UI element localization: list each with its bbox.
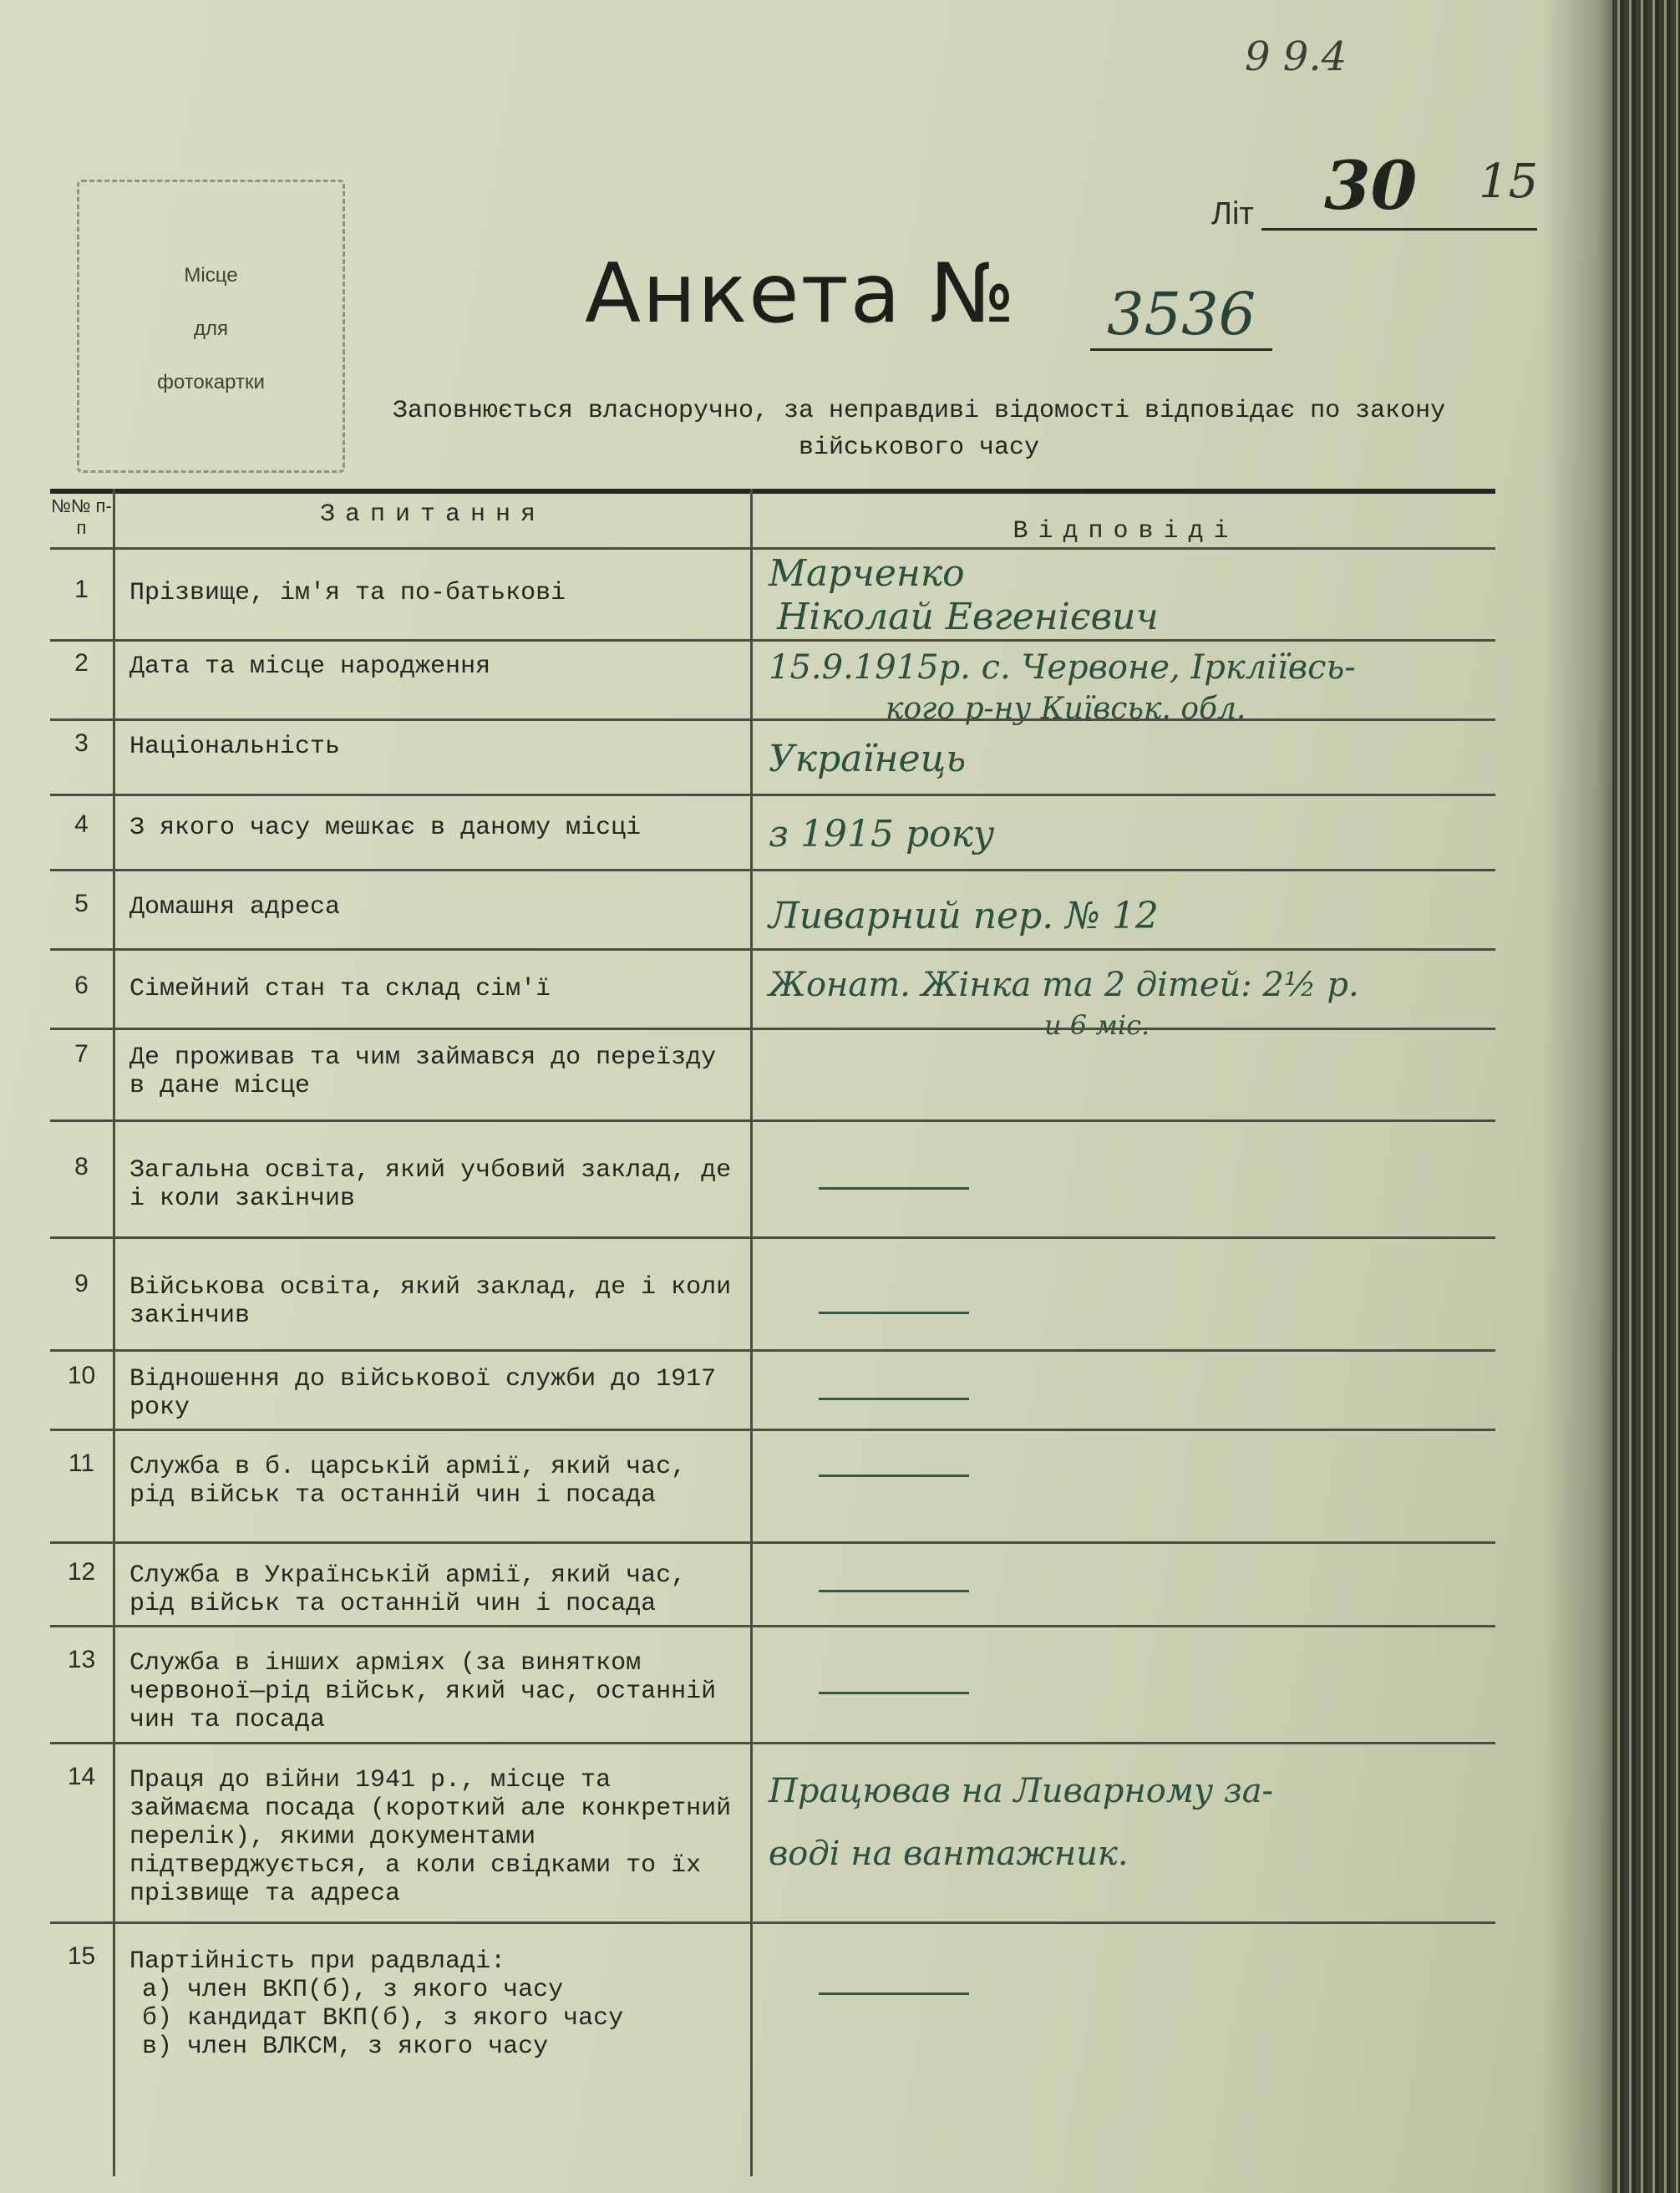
question-text: Праця до війни 1941 р., місце та займаєма посада (короткий але конкретний перелік), якими документами підтверджується, а коли свідками то їх прізвище та адреса — [129, 1766, 732, 1908]
row-number: 3 — [74, 729, 89, 757]
question-text: Дата та місце народження — [129, 652, 491, 681]
question-text: в) член ВЛКСМ, з якого часу — [142, 2033, 549, 2061]
header-question: Запитання — [319, 500, 546, 529]
question-text: Служба в інших арміях (за винятком червоної—рід військ, який час, останній чин та посада — [129, 1649, 717, 1734]
answer-dash — [819, 1475, 969, 1477]
row-number: 11 — [68, 1449, 95, 1477]
archive-note: 9 9.4 — [1245, 33, 1348, 80]
row-number: 14 — [67, 1763, 96, 1790]
form-number: 3536 — [1090, 280, 1272, 351]
answer-text: Працював на Ливарному за- — [769, 1772, 1274, 1810]
answer-dash — [819, 1187, 969, 1190]
header-answer: Відповіді — [1013, 517, 1239, 546]
answer-text: з 1915 року — [769, 813, 995, 855]
form-subtitle — [368, 393, 1470, 466]
row-divider — [50, 639, 1495, 642]
question-text: Домашня адреса — [129, 893, 341, 921]
row-number: 15 — [67, 1942, 96, 1970]
row-divider — [50, 547, 1495, 550]
lit-field — [1211, 146, 1562, 230]
subtitle-line2: військового часу — [798, 434, 1040, 462]
answer-text: и 6 міс. — [1044, 1009, 1150, 1041]
row-divider — [50, 948, 1495, 951]
row-number: 13 — [67, 1646, 96, 1673]
question-text: Служба в Українській армії, який час, рід військ та останній чин і посада — [129, 1561, 687, 1618]
answer-text: Жонат. Жінка та 2 дітей: 2½ р. — [769, 966, 1359, 1004]
question-text: б) кандидат ВКП(б), з якого часу — [142, 2004, 624, 2033]
answer-text: Марченко — [769, 552, 965, 595]
row-divider — [50, 1349, 1495, 1352]
row-number: 6 — [74, 972, 89, 999]
row-number: 10 — [67, 1362, 96, 1389]
answer-text: Ливарний пер. № 12 — [769, 895, 1159, 937]
answer-text: воді на вантажник. — [769, 1835, 1129, 1873]
question-text: Сімейний стан та склад сім'ї — [129, 975, 551, 1003]
row-divider — [50, 1119, 1495, 1122]
answer-dash — [819, 1992, 969, 1995]
row-divider — [50, 718, 1495, 721]
row-divider — [50, 1028, 1495, 1030]
answer-text: Українець — [769, 738, 967, 780]
row-number: 1 — [74, 576, 89, 603]
question-text: Відношення до військової служби до 1917 року — [129, 1365, 717, 1422]
questionnaire-table — [50, 489, 1495, 2176]
lit-label: Літ — [1211, 196, 1254, 231]
form-title: Анкета № — [585, 246, 1017, 342]
row-divider — [50, 1921, 1495, 1924]
photo-placeholder — [77, 180, 345, 473]
row-number: 8 — [74, 1153, 89, 1180]
row-number: 9 — [74, 1270, 89, 1297]
row-divider — [50, 1236, 1495, 1239]
row-number: 5 — [74, 890, 89, 917]
answer-text: 15.9.1915р. с. Червоне, Іркліївсь- — [769, 648, 1356, 687]
question-text: Де проживав та чим займався до переїзду в дане місце — [129, 1043, 717, 1100]
question-text: а) член ВКП(б), з якого часу — [142, 1976, 564, 2004]
photo-label-line3: фотокартки — [157, 371, 265, 393]
lit-value: 30 — [1324, 146, 1418, 225]
answer-dash — [819, 1398, 969, 1400]
answer-text: Ніколай Евгенієвич — [777, 596, 1159, 638]
subtitle-line1: Заповнюється власноручно, за неправдиві відомості відповідає по закону — [392, 397, 1446, 425]
row-number: 2 — [74, 649, 89, 677]
question-text: Загальна освіта, який учбовий заклад, де і коли закінчив — [129, 1156, 732, 1213]
photo-label-line1: Місце — [184, 264, 238, 287]
question-text: Національність — [129, 733, 341, 761]
binder-edge — [1612, 0, 1680, 2193]
row-divider — [50, 794, 1495, 796]
lit-extra: 15 — [1479, 155, 1539, 209]
question-text: Партійність при радвладі: — [129, 1947, 506, 1976]
question-text: Служба в б. царській армії, який час, рід військ та останній чин і посада — [129, 1453, 687, 1510]
row-divider — [50, 869, 1495, 871]
row-divider — [50, 1742, 1495, 1744]
answer-text: кого р-ну Київськ. обл. — [886, 692, 1246, 726]
row-number: 7 — [74, 1040, 89, 1068]
lit-underline — [1261, 228, 1537, 231]
question-text: Прізвище, ім'я та по-батькові — [129, 579, 566, 607]
answer-dash — [819, 1590, 969, 1592]
row-divider — [50, 1625, 1495, 1627]
question-text: З якого часу мешкає в даному місці — [129, 814, 642, 842]
header-rule — [50, 489, 1495, 494]
header-number: №№ п-п — [51, 495, 112, 538]
answer-dash — [819, 1312, 969, 1314]
answer-dash — [819, 1692, 969, 1694]
question-text: Військова освіта, який заклад, де і коли закінчив — [129, 1273, 732, 1330]
photo-label-line2: для — [193, 317, 228, 340]
row-number: 4 — [74, 810, 89, 838]
row-number: 12 — [67, 1558, 96, 1586]
row-divider — [50, 1541, 1495, 1544]
row-divider — [50, 1429, 1495, 1431]
